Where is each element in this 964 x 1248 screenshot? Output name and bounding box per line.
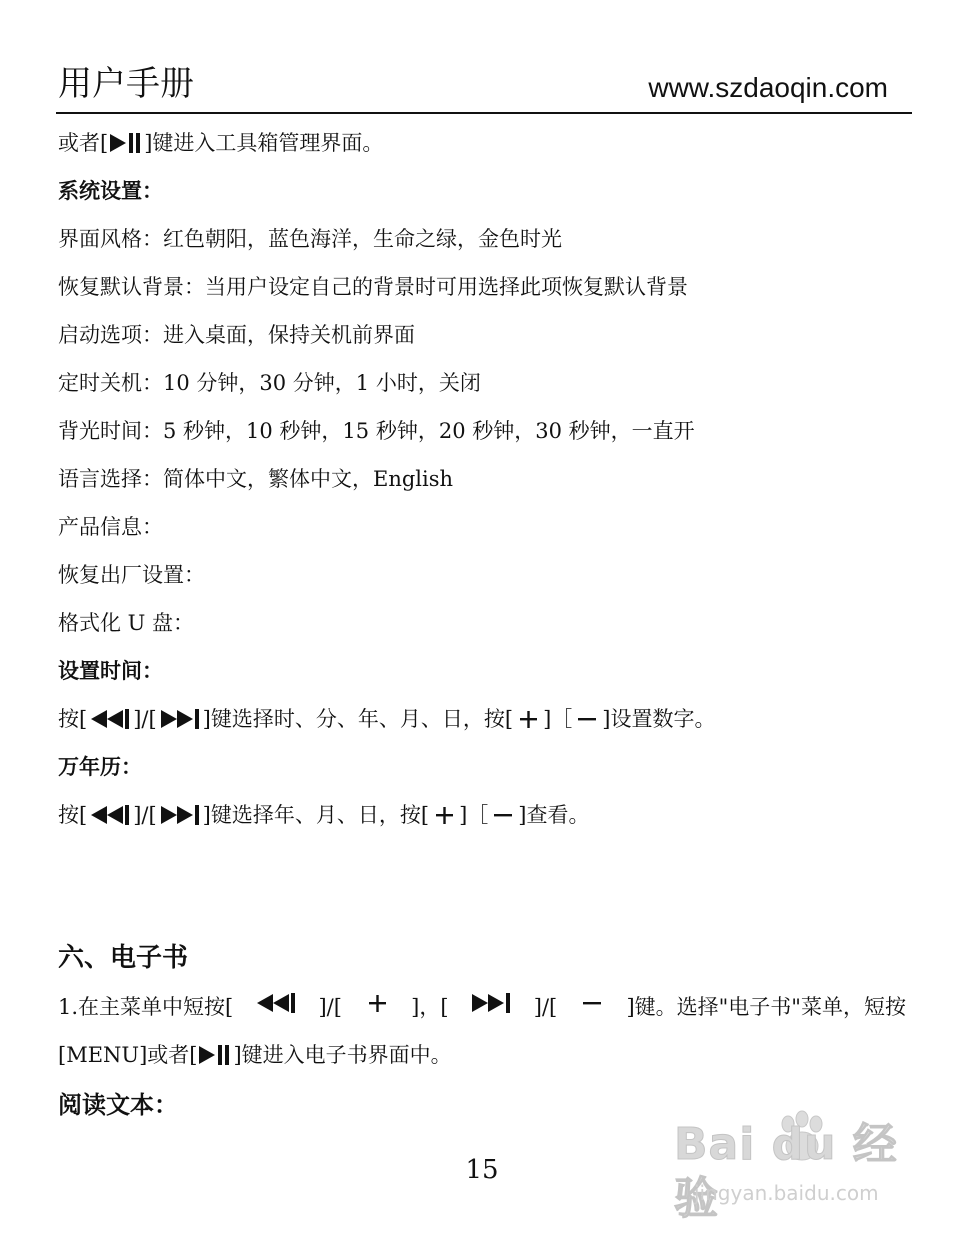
play-pause-icon	[108, 132, 144, 154]
next-icon	[157, 804, 203, 826]
set-time-heading: 设置时间：	[58, 659, 163, 683]
ebook-line-1: 1.在主菜单中短按[ ]/[ ]，[ ]/[ ]键。选择"电子书"菜单，短按	[58, 992, 906, 1022]
plus-icon	[362, 992, 392, 1014]
header-rule	[56, 112, 912, 114]
read-text-heading: 阅读文本：	[58, 1091, 178, 1119]
previous-icon	[253, 992, 299, 1014]
restore-bg-line: 恢复默认背景：当用户设定自己的背景时可用选择此项恢复默认背景	[58, 275, 688, 299]
startup-line: 启动选项：进入桌面，保持关机前界面	[58, 323, 415, 347]
backlight-line: 背光时间：5 秒钟，10 秒钟，15 秒钟，20 秒钟，30 秒钟，一直开	[58, 419, 695, 443]
previous-icon	[87, 804, 133, 826]
watermark-main-text: Bai du 经验	[674, 1119, 898, 1224]
header-url: www.szdaoqin.com	[648, 72, 888, 103]
page-number: 15	[465, 1155, 499, 1185]
toolbox-line: 或者[ ]键进入工具箱管理界面。	[58, 131, 384, 155]
next-icon	[157, 708, 203, 730]
plus-icon	[513, 708, 543, 730]
ui-style-line: 界面风格：红色朝阳，蓝色海洋，生命之绿，金色时光	[58, 227, 562, 251]
previous-icon	[87, 708, 133, 730]
product-info-line: 产品信息：	[58, 515, 163, 539]
set-time-line: 按[ ]/[ ]键选择时、分、年、月、日，按[ ]［ ]设置数字。	[58, 707, 716, 731]
calendar-line: 按[ ]/[ ]键选择年、月、日，按[ ]［ ]查看。	[58, 803, 590, 827]
minus-icon	[488, 804, 518, 826]
minus-icon	[577, 992, 607, 1014]
system-settings-heading: 系统设置：	[58, 179, 163, 203]
language-line: 语言选择：简体中文，繁体中文，English	[58, 467, 454, 491]
next-icon	[468, 992, 514, 1014]
minus-icon	[572, 708, 602, 730]
ebook-line-2: [MENU]或者[ ]键进入电子书界面中。	[58, 1043, 452, 1067]
factory-reset-line: 恢复出厂设置：	[58, 563, 205, 587]
calendar-heading: 万年历：	[58, 755, 142, 779]
header-title: 用户手册	[58, 64, 194, 104]
plus-icon	[429, 804, 459, 826]
timer-off-line: 定时关机：10 分钟，30 分钟，1 小时，关闭	[58, 371, 481, 395]
baidu-watermark	[674, 1110, 904, 1224]
ebook-section-title: 六、电子书	[58, 943, 189, 973]
format-u-line: 格式化 U 盘：	[58, 611, 195, 635]
play-pause-icon	[197, 1044, 233, 1066]
watermark-sub-text: jingyan.baidu.com	[694, 1181, 879, 1205]
